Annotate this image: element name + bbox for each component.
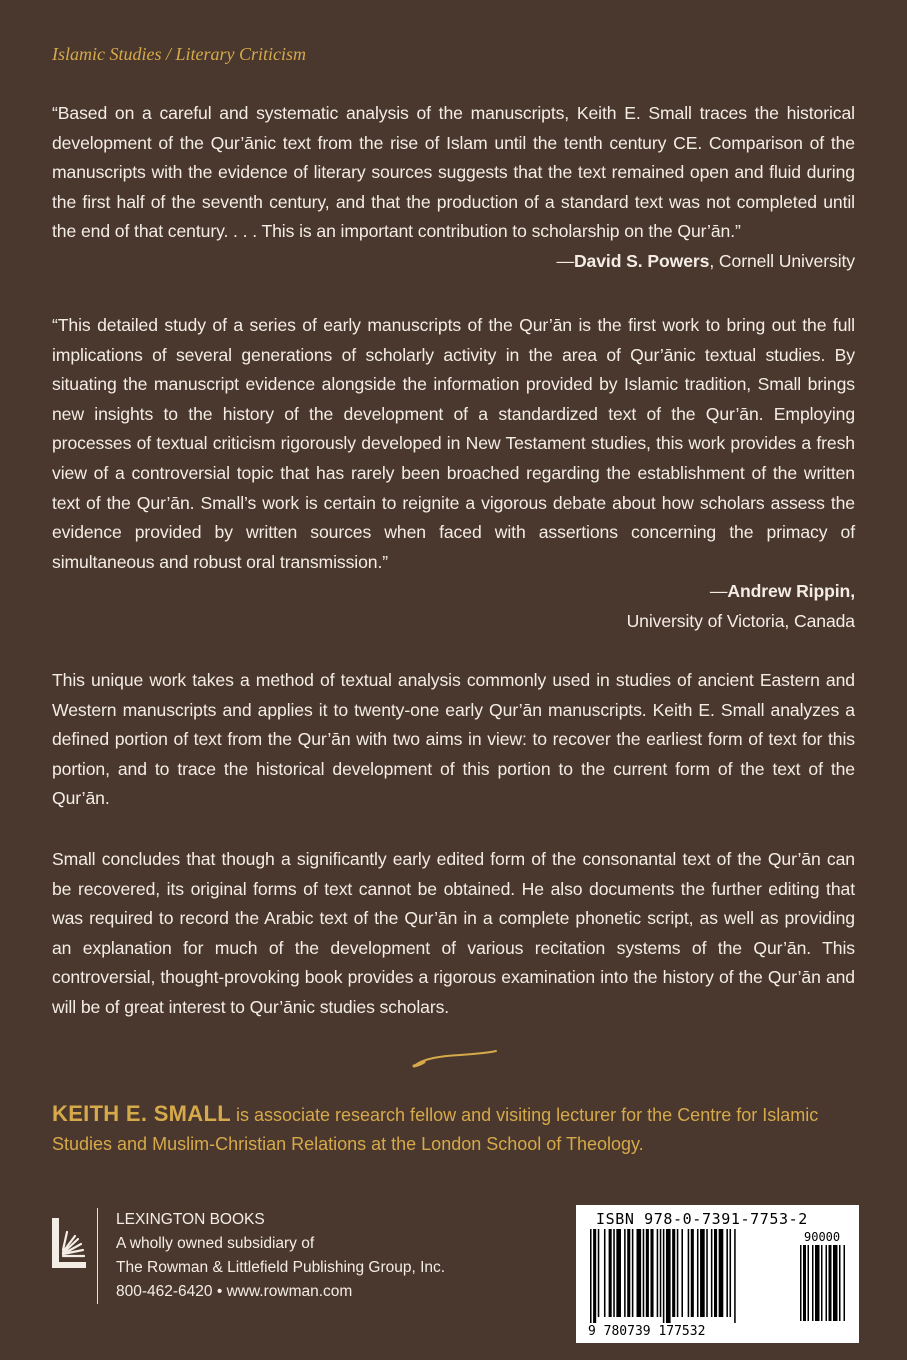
barcode-bar	[681, 1229, 683, 1317]
barcode-bar	[660, 1229, 662, 1317]
barcode-addon-bar	[826, 1245, 828, 1321]
barcode-bar	[643, 1229, 645, 1317]
barcode-graphic	[586, 1227, 850, 1339]
barcode-addon-bar	[821, 1245, 823, 1321]
quote-2-comma: ,	[850, 581, 855, 602]
category-label: Islamic Studies / Literary Criticism	[52, 44, 306, 64]
barcode-bar	[593, 1229, 596, 1323]
barcode-bar	[590, 1229, 592, 1323]
author-bio	[52, 1099, 855, 1159]
barcode-bar	[714, 1229, 717, 1317]
publisher-info	[116, 1208, 445, 1304]
barcode-bar	[657, 1229, 659, 1317]
barcode-bar	[624, 1229, 626, 1317]
barcode-bar	[706, 1229, 708, 1317]
barcode-bar	[726, 1229, 728, 1317]
barcode-bar	[677, 1229, 679, 1317]
barcode-bar	[730, 1229, 732, 1317]
barcode-area	[576, 1205, 859, 1343]
barcode-bar	[609, 1229, 612, 1317]
barcode-digits-text: 9 780739 177532	[588, 1324, 706, 1339]
publisher-parent: The Rowman & Littlefield Publishing Group, Inc.	[116, 1259, 446, 1276]
barcode-bar	[700, 1229, 705, 1317]
flourish-ornament	[412, 1048, 498, 1070]
lexington-logo-icon	[48, 1214, 90, 1276]
quote-2-author: Andrew Rippin	[727, 581, 851, 602]
publisher-divider	[97, 1208, 98, 1304]
barcode-addon-bar	[800, 1245, 802, 1321]
barcode-addon-bar	[844, 1245, 846, 1321]
barcode-bar	[663, 1229, 665, 1323]
barcode-bar	[719, 1229, 724, 1317]
quote-1-dash: —	[556, 250, 574, 271]
barcode-bar	[688, 1229, 690, 1317]
endorsement-quote-2	[52, 311, 855, 637]
description-paragraph-2: Small concludes that though a significantly early edited form of the consonantal text of the Qur’ān can be recovered, its original forms of text cannot be obtained. He also documents the further editing that was required to record the Arabic text of the Qur’ān in a complete phonetic script, as well as providing an explanation for much of the development of various recitation systems of the Qur’ān. This controversial, thought-provoking book provides a rigorous examination into the history of the Qur’ān and will be of great interest to Qur’ānic studies scholars.	[52, 849, 855, 1017]
quote-1-text: “Based on a careful and systematic analysis of the manuscripts, Keith E. Small traces the historical development of the Qur’ānic text from the rise of Islam until the tenth century CE. Comparison of the manuscripts with the evidence of literary sources suggests that the text remained open and fluid during the first half of the seventh century, and that the production of a standard text was not completed until the end of that century. . . . This is an important contribution to scholarship on the Qur’ān.”	[52, 103, 855, 242]
quote-2-attribution	[52, 577, 855, 607]
barcode-bar	[598, 1229, 600, 1317]
author-name: KEITH E. SMALL	[52, 1101, 231, 1126]
barcode-bar	[613, 1229, 615, 1317]
barcode-addon-bar	[829, 1245, 832, 1321]
barcode-bar	[691, 1229, 694, 1317]
barcode-addon-text: 90000	[804, 1230, 841, 1244]
barcode-bar	[711, 1229, 713, 1317]
barcode-bar	[637, 1229, 642, 1317]
barcode-bar	[646, 1229, 649, 1317]
barcode-addon-bar	[815, 1245, 820, 1321]
publisher-contact: 800-462-6420 • www.rowman.com	[116, 1283, 353, 1300]
isbn-number: ISBN 978-0-7391-7753-2	[596, 1210, 808, 1228]
quote-1-affiliation: , Cornell University	[709, 250, 855, 271]
description-paragraph-1: This unique work takes a method of textual analysis commonly used in studies of ancient Eastern and Western manuscripts and applies it to twenty-one early Qur’ān manuscripts. Keith E. Small analyzes a defined portion of text from the Qur’ān with two aims in view: to recover the earliest form of text for this portion, and to trace the historical development of this portion to the current form of the text of the Qur’ān.	[52, 670, 855, 809]
barcode-bar	[627, 1229, 630, 1317]
barcode-bar	[616, 1229, 621, 1317]
barcode-bar	[734, 1229, 736, 1323]
quote-1-author: David S. Powers	[573, 250, 710, 271]
barcode-addon-bar	[803, 1245, 806, 1321]
barcode-addon-bar	[833, 1245, 838, 1321]
quote-1-attribution	[556, 247, 855, 277]
quote-2-text: “This detailed study of a series of early manuscripts of the Qur’ān is the first work to bring out the full implications of several generations of scholarly activity in the area of Qur’ānic textual studies. By situating the manuscript evidence alongside the information provided by Islamic tradition, Small brings new insights to the history of the development of a standardized text of the Qur’ān. Employing processes of textual criticism rigorously developed in New Testament studies, this work provides a fresh view of a controversial topic that has rarely been broached regarding the establishment of the written text of the Qur’ān. Small’s work is certain to reignite a vigorous debate about how scholars assess the evidence provided by written sources when faced with assertions concerning the primacy of simultaneous and robust oral transmission.”	[52, 315, 855, 572]
barcode-bar	[650, 1229, 653, 1317]
author-bio-text: is associate research fellow and visiting lecturer for the Centre for Islamic Studies and Muslim-Christian Relations at the London School of Theology.	[52, 1105, 819, 1154]
barcode-bar	[672, 1229, 675, 1317]
endorsement-quote-1	[52, 99, 855, 277]
barcode-bar	[666, 1229, 671, 1323]
barcode-bar	[697, 1229, 699, 1317]
quote-2-affiliation: University of Victoria, Canada	[626, 610, 855, 631]
publisher-subsidiary: A wholly owned subsidiary of	[116, 1235, 315, 1252]
barcode-bar	[604, 1229, 606, 1317]
quote-2-dash: —	[709, 581, 728, 602]
barcode-addon-bar	[808, 1245, 810, 1321]
publisher-name: LEXINGTON BOOKS	[116, 1211, 265, 1228]
barcode-addon-bar	[812, 1245, 814, 1321]
barcode-bar	[632, 1229, 634, 1317]
barcode-addon-bar	[839, 1245, 841, 1321]
